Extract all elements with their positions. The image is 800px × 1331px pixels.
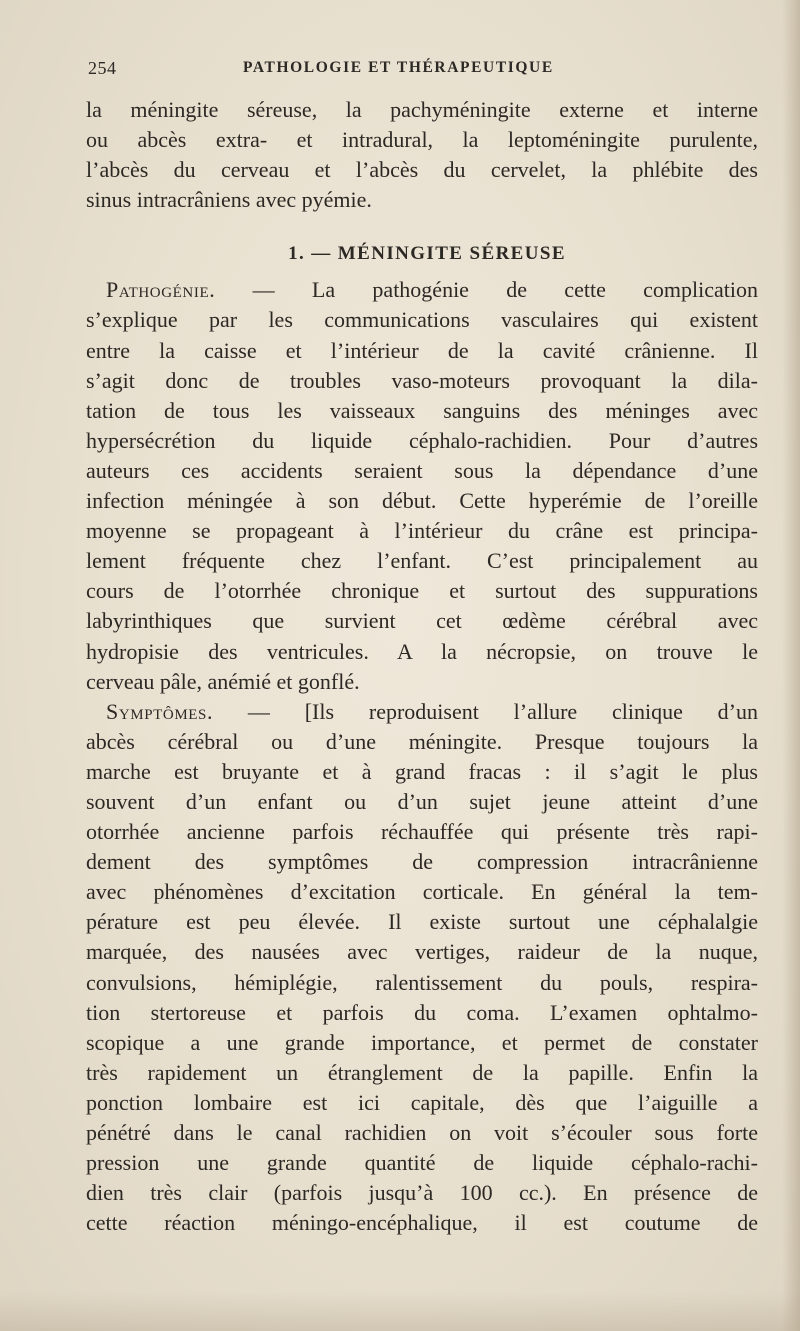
- paragraph-first-line: [86, 275, 758, 305]
- text-line: sinus intracrâniens avec pyémie.: [86, 187, 372, 213]
- text-line: pénétré dans le canal rachidien on voit s’écouler sous forte: [86, 1120, 758, 1145]
- spacer: [86, 215, 758, 239]
- text-line: abcès cérébral ou d’une méningite. Presque toujours la: [86, 728, 758, 754]
- text-line: entre la caisse et l’intérieur de la cavité crânienne. Il: [86, 337, 758, 363]
- pathogenie-first-line-text: — La pathogénie de cette complication: [215, 277, 758, 303]
- page-edge-shadow: [782, 0, 800, 1331]
- text-line: pression une grande quantité de liquide céphalo-rachi-: [86, 1150, 758, 1176]
- text-line: très rapidement un étranglement de la papille. Enfin la: [86, 1059, 758, 1085]
- text-line: tation de tous les vaisseaux sanguins des méninges avec: [86, 397, 758, 423]
- page-body: [86, 95, 758, 1238]
- text-line: pérature est peu élevée. Il existe surtout une céphalalgie: [86, 909, 758, 935]
- text-line: cours de l’otorrhée chronique et surtout des suppurations: [86, 578, 758, 604]
- text-line: tion stertoreuse et parfois du coma. L’examen ophtalmo-: [86, 999, 758, 1025]
- text-line: dement des symptômes de compression intracrânienne: [86, 849, 758, 875]
- text-line: avec phénomènes d’excitation corticale. En général la tem-: [86, 879, 758, 905]
- page-bottom-shadow: [0, 1291, 800, 1331]
- text-line: cerveau pâle, anémié et gonflé.: [86, 668, 360, 694]
- running-header: [88, 58, 752, 84]
- text-line: s’agit donc de troubles vaso-moteurs provoquant la dila-: [86, 367, 758, 393]
- pathogenie-lead: Pathogénie.: [106, 277, 216, 303]
- text-line: marche est bruyante et à grand fracas : il s’agit le plus: [86, 758, 758, 784]
- text-line: infection méningée à son début. Cette hyperémie de l’oreille: [86, 488, 758, 514]
- text-line: l’abcès du cerveau et l’abcès du cervelet, la phlébite des: [86, 157, 758, 183]
- text-line: moyenne se propageant à l’intérieur du crâne est principa-: [86, 518, 758, 544]
- intro-paragraph: [86, 95, 758, 215]
- page-number: 254: [88, 58, 117, 78]
- text-line: labyrinthiques que survient cet œdème cérébral avec: [86, 608, 758, 634]
- text-line: auteurs ces accidents seraient sous la dépendance d’une: [86, 457, 758, 483]
- section-heading: 1. — MÉNINGITE SÉREUSE: [288, 243, 566, 265]
- symptomes-paragraph: [86, 697, 758, 1239]
- symptomes-lead: Symptômes.: [106, 698, 214, 724]
- text-line: ou abcès extra- et intradural, la leptoméningite purulente,: [86, 127, 758, 153]
- text-line: souvent d’un enfant ou d’un sujet jeune atteint d’une: [86, 788, 758, 814]
- text-line: marquée, des nausées avec vertiges, raideur de la nuque,: [86, 939, 758, 965]
- text-line: hydropisie des ventricules. A la nécropsie, on trouve le: [86, 638, 758, 664]
- text-line: lement fréquente chez l’enfant. C’est principalement au: [86, 548, 758, 574]
- text-line: dien très clair (parfois jusqu’à 100 cc.). En présence de: [86, 1180, 758, 1206]
- paragraph-first-line: [86, 697, 758, 727]
- text-line: la méningite séreuse, la pachyméningite externe et interne: [86, 97, 758, 122]
- text-line: scopique a une grande importance, et permet de constater: [86, 1029, 758, 1055]
- text-line: convulsions, hémiplégie, ralentissement du pouls, respira-: [86, 969, 758, 995]
- text-line: ponction lombaire est ici capitale, dès que l’aiguille a: [86, 1089, 758, 1115]
- symptomes-first-line-text: — [Ils reproduisent l’allure clinique d’un: [213, 698, 758, 724]
- text-line: hypersécrétion du liquide céphalo-rachidien. Pour d’autres: [86, 427, 758, 453]
- text-line: s’explique par les communications vasculaires qui existent: [86, 307, 758, 333]
- pathogenie-paragraph: [86, 275, 758, 696]
- running-title: PATHOLOGIE ET THÉRAPEUTIQUE: [243, 59, 554, 76]
- text-line: cette réaction méningo-encéphalique, il est coutume de: [86, 1210, 758, 1236]
- text-line: otorrhée ancienne parfois réchauffée qui présente très rapi-: [86, 819, 758, 845]
